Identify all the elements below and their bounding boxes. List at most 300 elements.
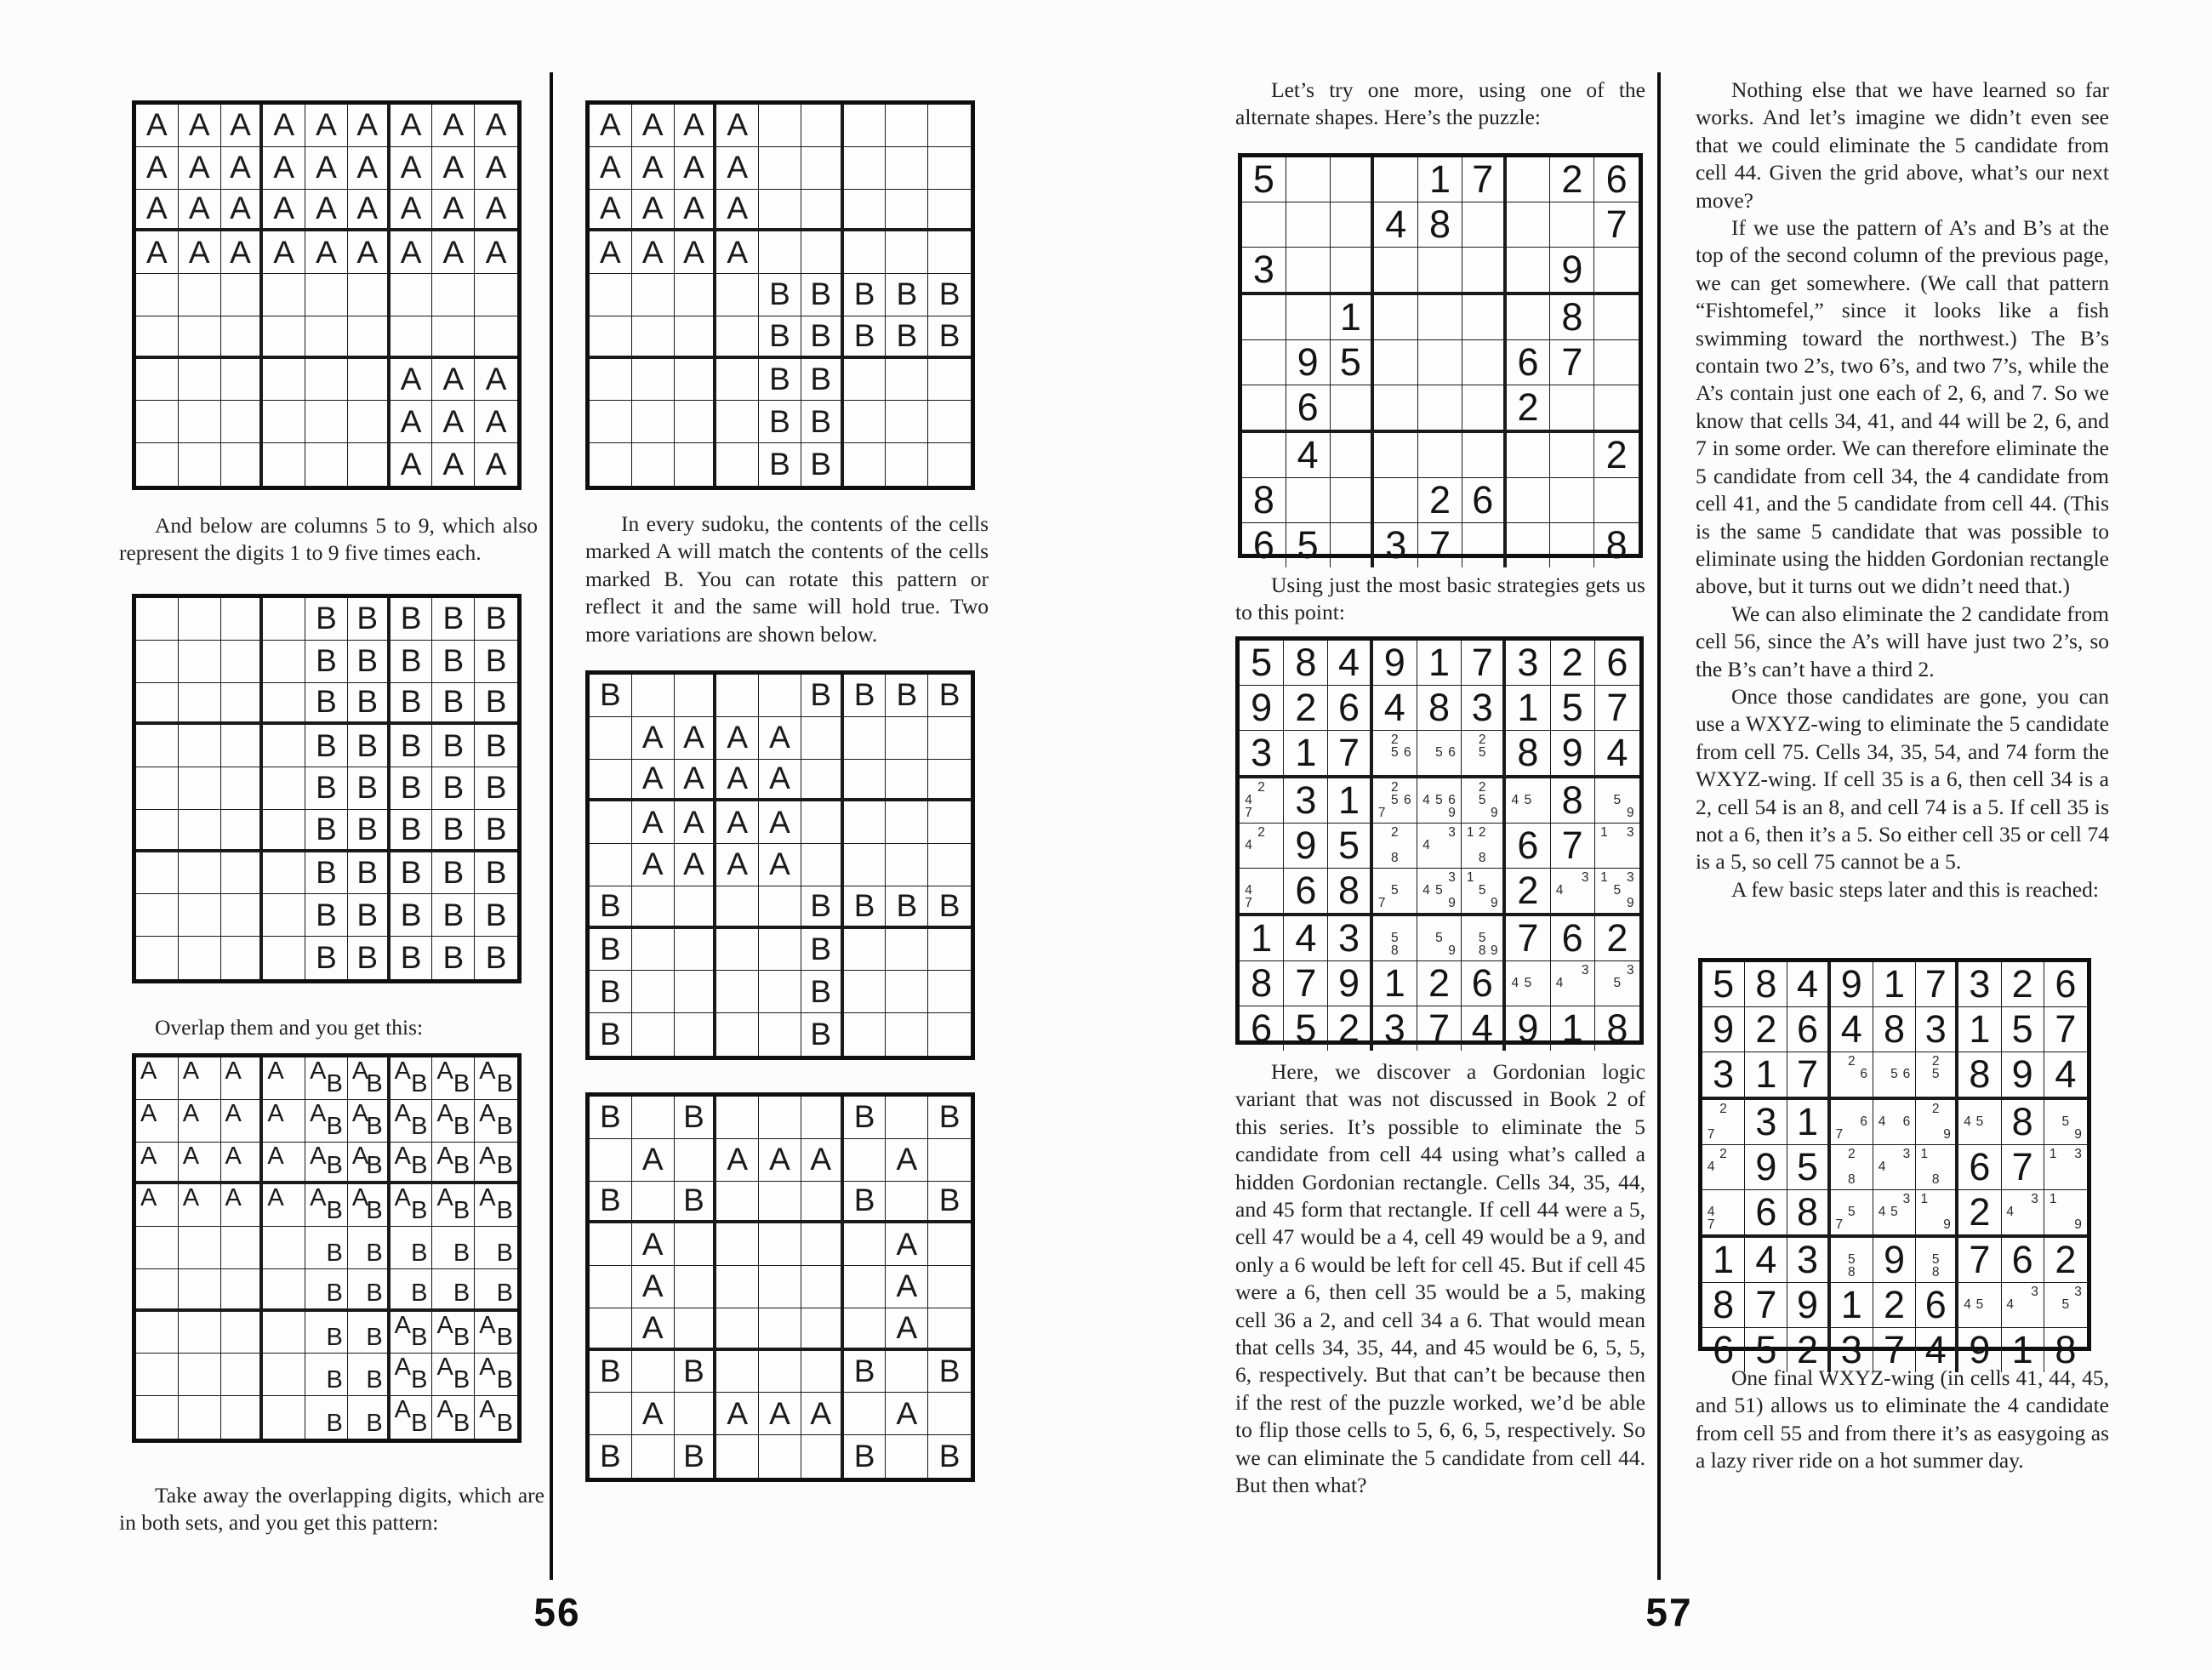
cell-letter: B — [400, 940, 422, 976]
cell-digit: 6 — [1297, 385, 1319, 429]
pencil-mark-8: 8 — [1847, 1265, 1856, 1280]
grid-cell-r3c7 — [844, 1182, 887, 1224]
pencil-mark-5: 5 — [1478, 793, 1486, 807]
pencil-mark-3: 3 — [1448, 869, 1456, 885]
grid-cell-r1c7 — [844, 1097, 887, 1139]
grid-cell-r8c1 — [136, 401, 179, 443]
grid-cell-r1c9 — [1595, 641, 1639, 686]
cell-letter: B — [485, 601, 507, 636]
pencil-mark-4: 4 — [2006, 1205, 2015, 1219]
grid-cell-r4c5 — [759, 231, 801, 274]
grid-cell-r9c1 — [1242, 523, 1286, 567]
cell-letter: A — [485, 234, 507, 270]
grid-cell-r4c1 — [136, 1184, 179, 1227]
grid-cell-r7c2 — [179, 359, 221, 402]
pencil-mark-2: 2 — [1257, 779, 1265, 795]
pencil-marks — [1705, 1103, 1742, 1142]
pencil-mark-2: 2 — [1478, 732, 1486, 747]
paragraph-fishtomefel: If we use the pattern of A’s and B’s at the top of the second column of the previous page, we can get somewhere. (We call that pattern “Fishtomefel,” since it looks like a fish swimming toward the northwest.) The B’s contain two 2’s, two 6’s, and two 7’s, while the A’s contain just one each of 2, 6, and 7. So we know that cells 34, 41, and 44 will be 2, 6, and 7 in some order. We can therefore eliminate the 5 candidate from cell 34, the 4 candidate from cell 41, and the 5 candidate from cell 44. (This is the same 5 candidate that was possible to eliminate using the hidden Gordonian rectangle above, but it turns out we didn’t need that.) — [1696, 215, 2109, 599]
grid-cell-r5c2 — [1284, 824, 1328, 869]
cell-letter: B — [316, 601, 337, 636]
cell-letter: A — [769, 804, 790, 840]
cell-digit: 2 — [1797, 1328, 1819, 1371]
grid-cell-r5c2 — [179, 767, 221, 810]
cell-letter: B — [938, 1439, 961, 1474]
grid-cell-r4c2 — [1745, 1100, 1787, 1145]
grid-cell-r1c7 — [1958, 962, 2001, 1007]
cell-letter: B — [600, 677, 621, 713]
grid-cell-r3c1 — [590, 760, 632, 802]
grid-cell-r4c7 — [844, 1223, 887, 1266]
grid-cell-r3c7 — [1506, 731, 1550, 778]
pencil-marks — [1961, 1285, 1998, 1325]
grid-cell-r8c4 — [263, 1354, 305, 1396]
cell-digit: 7 — [1295, 961, 1317, 1005]
cell-digit: 5 — [1252, 157, 1274, 201]
cell-letter: B — [400, 811, 422, 846]
pencil-marks — [1961, 1103, 1998, 1142]
grid-cell-r1c4 — [716, 105, 759, 147]
grid-cell-r1c1 — [1242, 157, 1286, 202]
cell-letter-b: B — [326, 1112, 343, 1140]
grid-cell-r2c5 — [759, 1139, 801, 1182]
grid-cell-r3c8 — [1550, 248, 1594, 295]
grid-cell-r9c5 — [759, 1435, 801, 1478]
grid-cell-r7c2 — [632, 359, 675, 402]
cell-letter: B — [683, 1099, 704, 1135]
pencil-mark-6: 6 — [1404, 745, 1411, 760]
grid-cell-r5c2 — [632, 1266, 675, 1308]
grid-cell-r5c9 — [928, 844, 971, 886]
grid-cell-r1c8 — [432, 598, 475, 641]
grid-cell-r8c1 — [136, 894, 179, 937]
cell-digit: 7 — [2011, 1145, 2033, 1188]
grid-cell-r3c9 — [1595, 731, 1639, 778]
grid-cell-r6c4 — [263, 810, 305, 852]
cell-letter-a: A — [479, 1142, 496, 1170]
grid-cell-r7c9 — [928, 1351, 971, 1394]
grid-cell-r7c4 — [1374, 433, 1418, 478]
grid-cell-r1c1 — [590, 1097, 632, 1139]
caption-overlap — [119, 1014, 538, 1041]
grid-cell-r8c4 — [263, 401, 305, 443]
cell-digit: 2 — [1295, 686, 1317, 729]
cell-letter: A — [641, 1142, 664, 1177]
pencil-mark-4: 4 — [1707, 1160, 1715, 1174]
cell-letter: A — [273, 107, 295, 143]
grid-cell-r8c3 — [221, 1354, 264, 1396]
pencil-mark-3: 3 — [1626, 824, 1634, 840]
cell-letter: A — [188, 234, 210, 270]
grid-cell-r5c8 — [886, 844, 928, 886]
cell-letter: A — [485, 107, 507, 143]
pencil-marks — [1420, 733, 1458, 772]
grid-cell-r1c5 — [1418, 157, 1462, 202]
cell-letter-b: B — [326, 1366, 343, 1394]
cell-letter: B — [769, 276, 790, 312]
pencil-marks — [1464, 826, 1500, 865]
grid-cell-r5c5 — [759, 1266, 801, 1308]
grid-cell-r5c6 — [801, 844, 844, 886]
grid-cell-r2c4 — [716, 717, 759, 760]
pencil-mark-7: 7 — [1835, 1127, 1844, 1143]
grid-cell-r2c4 — [263, 1100, 305, 1143]
grid-cell-r5c6 — [348, 274, 391, 316]
grid-cell-r6c6 — [1462, 869, 1506, 916]
paragraph-final-wxyz — [1696, 1365, 2109, 1475]
grid-cell-r6c3 — [221, 316, 264, 359]
cell-letter: B — [400, 770, 422, 806]
cell-digit: 8 — [2055, 1328, 2077, 1371]
grid-cell-r7c5 — [305, 359, 348, 402]
grid-cell-r3c6 — [1462, 248, 1507, 295]
grid-cell-r2c2 — [1286, 202, 1331, 248]
grid-cell-r7c7 — [844, 1351, 887, 1394]
cell-letter: B — [485, 897, 507, 932]
grid-cell-r2c1 — [136, 641, 179, 683]
pencil-mark-2: 2 — [1478, 824, 1486, 840]
pencil-mark-2: 2 — [1847, 1146, 1856, 1161]
grid-cell-r3c3 — [675, 1182, 717, 1224]
grid-cell-r4c6 — [348, 1184, 391, 1227]
cell-letter: A — [641, 720, 664, 755]
grid-cell-r9c6 — [1462, 523, 1507, 567]
cell-letter-b: B — [411, 1069, 428, 1097]
grid-cell-r8c7 — [1506, 961, 1550, 1006]
pencil-marks — [2047, 1103, 2084, 1142]
cell-digit: 5 — [1797, 1145, 1819, 1188]
grid-cell-r8c9 — [1594, 478, 1639, 523]
cell-letter: B — [810, 1017, 832, 1052]
pencil-mark-2: 2 — [1390, 824, 1399, 840]
grid-cell-r7c9 — [1594, 433, 1639, 478]
grid-cell-r3c1 — [136, 1143, 179, 1185]
cell-digit: 6 — [1561, 916, 1583, 960]
grid-cell-r5c4 — [716, 274, 759, 316]
cell-digit: 4 — [1471, 1006, 1493, 1050]
grid-cell-r1c4 — [263, 105, 305, 147]
cell-letter: A — [316, 150, 337, 185]
cell-digit: 2 — [1561, 641, 1583, 684]
grid-cell-r8c7 — [1958, 1283, 2001, 1328]
grid-cell-r7c3 — [1328, 916, 1372, 961]
grid-cell-r8c9 — [475, 1354, 517, 1396]
pencil-mark-9: 9 — [1490, 896, 1498, 911]
grid-cell-r6c2 — [632, 886, 675, 929]
grid-cell-r2c4 — [263, 641, 305, 683]
grid-cell-r4c2 — [632, 231, 675, 274]
grid-cell-r8c6 — [801, 401, 844, 443]
grid-cell-r3c1 — [590, 1182, 632, 1224]
grid-cell-r6c4 — [716, 1308, 759, 1351]
grid-cell-r9c1 — [1240, 1006, 1284, 1051]
grid-cell-r9c3 — [221, 937, 264, 979]
grid-cell-r1c9 — [475, 105, 517, 147]
grid-cell-r1c3 — [675, 105, 717, 147]
cell-letter: A — [400, 107, 422, 143]
grid-cell-r7c6 — [801, 1351, 844, 1394]
cell-letter: B — [810, 973, 832, 1009]
cell-letter-a: A — [140, 1099, 157, 1127]
grid-cell-r6c7 — [844, 1308, 887, 1351]
cell-letter-b: B — [366, 1410, 383, 1437]
grid-cell-r4c7 — [844, 801, 887, 844]
grid-cell-r7c9 — [2044, 1238, 2087, 1283]
cell-letter: A — [727, 1142, 749, 1177]
pencil-mark-9: 9 — [1626, 896, 1634, 911]
grid-cell-r5c1 — [136, 1227, 179, 1269]
cell-letter: B — [600, 1439, 621, 1474]
cell-digit: 8 — [1295, 641, 1317, 684]
cell-letter: A — [146, 191, 168, 226]
grid-cell-r5c1 — [136, 274, 179, 316]
cell-letter: A — [683, 150, 704, 185]
grid-cell-r7c2 — [1745, 1238, 1787, 1283]
cell-digit: 3 — [1713, 1052, 1735, 1096]
grid-cell-r9c9 — [475, 443, 517, 486]
cell-digit: 9 — [2011, 1052, 2033, 1096]
grid-cell-r1c2 — [179, 1057, 221, 1100]
grid-cell-r9c1 — [590, 1435, 632, 1478]
cell-letter: A — [485, 191, 507, 226]
cell-digit: 9 — [1797, 1283, 1819, 1326]
cell-digit: 6 — [1252, 523, 1274, 567]
cell-letter: B — [316, 855, 337, 891]
grid-cell-r4c4 — [263, 725, 305, 767]
grid-cell-r4c2 — [179, 231, 221, 274]
grid-cell-r9c3 — [1331, 523, 1375, 567]
cell-letter-b: B — [411, 1239, 428, 1267]
grid-cell-r2c9 — [928, 717, 971, 760]
grid-cell-r7c4 — [263, 852, 305, 895]
grid-cell-r2c1 — [1702, 1007, 1745, 1052]
cell-letter: A — [400, 362, 422, 397]
grid-cell-r3c6 — [348, 683, 391, 726]
cell-letter: A — [810, 1395, 832, 1431]
grid-cell-r4c4 — [716, 801, 759, 844]
grid-cell-r1c1 — [136, 1057, 179, 1100]
pencil-mark-9: 9 — [1490, 943, 1498, 959]
cell-letter: A — [316, 191, 337, 226]
cell-digit: 8 — [1797, 1190, 1819, 1234]
cell-letter: A — [727, 761, 749, 796]
grid-cell-r3c5 — [305, 1143, 348, 1185]
grid-cell-r1c8 — [1550, 157, 1594, 202]
cell-letter: A — [641, 804, 664, 840]
grid-cell-r3c1 — [136, 190, 179, 232]
cell-digit: 1 — [1969, 1007, 1991, 1051]
grid-cell-r4c9 — [928, 231, 971, 274]
paragraph-intro — [1235, 77, 1645, 132]
cell-letter-b: B — [366, 1069, 383, 1097]
grid-cell-r8c3 — [1328, 961, 1372, 1006]
grid-cell-r2c8 — [1550, 202, 1594, 248]
pencil-mark-5: 5 — [1478, 745, 1486, 760]
grid-cell-r3c1 — [590, 190, 632, 232]
cell-letter-b: B — [496, 1197, 513, 1225]
cell-digit: 8 — [1713, 1283, 1735, 1326]
caption-take-away — [119, 1482, 544, 1537]
grid-cell-r8c7 — [844, 401, 887, 443]
cell-letter-a: A — [436, 1142, 453, 1170]
sudoku-progress-grid — [1235, 636, 1644, 1050]
cell-digit: 6 — [1338, 686, 1360, 729]
grid-cell-r9c6 — [1462, 1006, 1506, 1051]
grid-cell-r5c3 — [675, 1266, 717, 1308]
pencil-mark-6: 6 — [1404, 793, 1411, 807]
grid-cell-r5c4 — [1374, 340, 1418, 385]
grid-cell-r5c2 — [179, 274, 221, 316]
grid-cell-r5c4 — [716, 844, 759, 886]
grid-cell-r1c3 — [1328, 641, 1372, 686]
grid-cell-r5c9 — [1595, 824, 1639, 869]
cell-letter: A — [600, 107, 621, 143]
cell-letter: A — [683, 107, 704, 143]
grid-cell-r3c5 — [1418, 248, 1462, 295]
grid-cell-r8c2 — [632, 1393, 675, 1435]
grid-cell-r3c4 — [1374, 248, 1418, 295]
cell-letter: A — [641, 1226, 664, 1262]
grid-cell-r8c5 — [1417, 961, 1462, 1006]
grid-cell-r9c2 — [179, 937, 221, 979]
cell-letter: A — [316, 234, 337, 270]
cell-letter: B — [356, 855, 379, 891]
cell-letter-b: B — [453, 1152, 470, 1180]
cell-digit: 2 — [1338, 1006, 1360, 1050]
cell-letter: A — [230, 191, 251, 226]
grid-cell-r2c7 — [1507, 202, 1551, 248]
pencil-mark-3: 3 — [1581, 869, 1589, 885]
cell-digit: 6 — [2011, 1238, 2033, 1281]
grid-cell-r2c7 — [391, 641, 433, 683]
cell-letter: B — [853, 276, 875, 312]
grid-cell-r2c8 — [2002, 1007, 2044, 1052]
grid-cell-r5c6 — [1462, 340, 1507, 385]
grid-cell-r2c4 — [716, 147, 759, 190]
cell-letter: A — [683, 720, 704, 755]
grid-cell-r5c8 — [2002, 1145, 2044, 1190]
grid-cell-r8c8 — [432, 1354, 475, 1396]
grid-cell-r3c5 — [305, 190, 348, 232]
cell-letter: A — [356, 107, 379, 143]
grid-cell-r4c3 — [675, 801, 717, 844]
grid-cell-r4c8 — [1551, 778, 1595, 824]
pencil-mark-9: 9 — [1448, 896, 1456, 911]
pencil-mark-1: 1 — [1920, 1191, 1929, 1206]
grid-cell-r6c3 — [675, 1308, 717, 1351]
pencil-marks — [1242, 826, 1280, 865]
cell-letter: A — [442, 362, 465, 397]
grid-cell-r7c6 — [1462, 916, 1506, 961]
grid-cell-r2c7 — [1506, 686, 1550, 731]
cell-letter: B — [938, 887, 961, 923]
grid-cell-r4c8 — [432, 725, 475, 767]
grid-cell-r6c6 — [348, 810, 391, 852]
cell-letter: B — [938, 1183, 961, 1218]
cell-letter: B — [600, 1183, 621, 1218]
cell-letter: A — [442, 191, 465, 226]
grid-cell-r6c2 — [179, 316, 221, 359]
grid-cell-r9c4 — [1374, 523, 1418, 567]
pencil-mark-2: 2 — [1719, 1101, 1727, 1116]
grid-cell-r6c5 — [305, 1269, 348, 1312]
cell-letter: B — [400, 855, 422, 891]
grid-cell-r7c8 — [2002, 1238, 2044, 1283]
grid-cell-r6c9 — [1595, 869, 1639, 916]
pencil-mark-1: 1 — [1466, 824, 1474, 840]
grid-cell-r4c2 — [1286, 295, 1331, 340]
grid-cell-r7c5 — [1418, 433, 1462, 478]
cell-letter: A — [485, 403, 507, 439]
cell-letter-a: A — [436, 1099, 453, 1127]
cell-letter: A — [146, 234, 168, 270]
grid-cell-r4c5 — [1418, 295, 1462, 340]
grid-cell-r4c9 — [928, 801, 971, 844]
cell-letter: B — [769, 403, 790, 439]
grid-cell-r2c1 — [1242, 202, 1286, 248]
grid-cell-r3c8 — [432, 683, 475, 726]
cell-letter: B — [683, 1354, 704, 1389]
grid-variation-1 — [585, 670, 975, 1060]
cell-letter: B — [356, 684, 379, 720]
pencil-marks — [2047, 1285, 2084, 1325]
pencil-marks — [2004, 1285, 2041, 1325]
grid-cell-r4c5 — [759, 801, 801, 844]
grid-cell-r9c1 — [136, 937, 179, 979]
grid-cell-r4c9 — [928, 1223, 971, 1266]
grid-cell-r2c9 — [2044, 1007, 2087, 1052]
grid-cell-r5c7 — [391, 1227, 433, 1269]
grid-cell-r1c5 — [1873, 962, 1916, 1007]
cell-letter: B — [485, 770, 507, 806]
cell-letter: B — [896, 677, 918, 713]
grid-cell-r1c5 — [759, 675, 801, 717]
grid-cell-r6c9 — [2044, 1190, 2087, 1238]
grid-cell-r4c4 — [1831, 1100, 1873, 1145]
grid-cell-r3c6 — [801, 1182, 844, 1224]
grid-cell-r7c7 — [391, 852, 433, 895]
grid-cell-r9c5 — [759, 443, 801, 486]
grid-cell-r6c1 — [136, 316, 179, 359]
pencil-mark-9: 9 — [2074, 1127, 2082, 1143]
cell-letter: B — [316, 811, 337, 846]
grid-cell-r7c8 — [886, 929, 928, 972]
cell-letter: A — [641, 1268, 664, 1304]
caption-text: In every sudoku, the contents of the cells marked A will match the contents of the cells marked B. You can rotate this pattern or reflect it and the same will hold true. Two more variations are shown below. — [585, 511, 989, 647]
grid-cell-r4c6 — [801, 1223, 844, 1266]
grid-cell-r4c6 — [1916, 1100, 1958, 1145]
cell-letter: B — [442, 770, 465, 806]
grid-cell-r1c9 — [475, 598, 517, 641]
pencil-marks — [1508, 781, 1547, 820]
grid-cell-r4c1 — [1702, 1100, 1745, 1145]
grid-cell-r7c5 — [1873, 1238, 1916, 1283]
grid-cell-r6c6 — [801, 886, 844, 929]
cell-letter-b: B — [326, 1410, 343, 1437]
grid-cell-r3c2 — [632, 190, 675, 232]
pencil-marks — [1705, 1148, 1742, 1187]
caption-text: And below are columns 5 to 9, which also represent the digits 1 to 9 five times each. — [119, 513, 538, 566]
grid-cell-r5c8 — [1550, 340, 1594, 385]
grid-cell-r4c7 — [391, 231, 433, 274]
grid-cell-r6c8 — [432, 810, 475, 852]
cell-letter: A — [600, 150, 621, 185]
grid-cell-r4c1 — [590, 1223, 632, 1266]
pencil-mark-5: 5 — [1975, 1114, 1984, 1129]
grid-cell-r4c8 — [432, 231, 475, 274]
cell-letter: A — [188, 107, 210, 143]
grid-cell-r5c9 — [2044, 1145, 2087, 1190]
